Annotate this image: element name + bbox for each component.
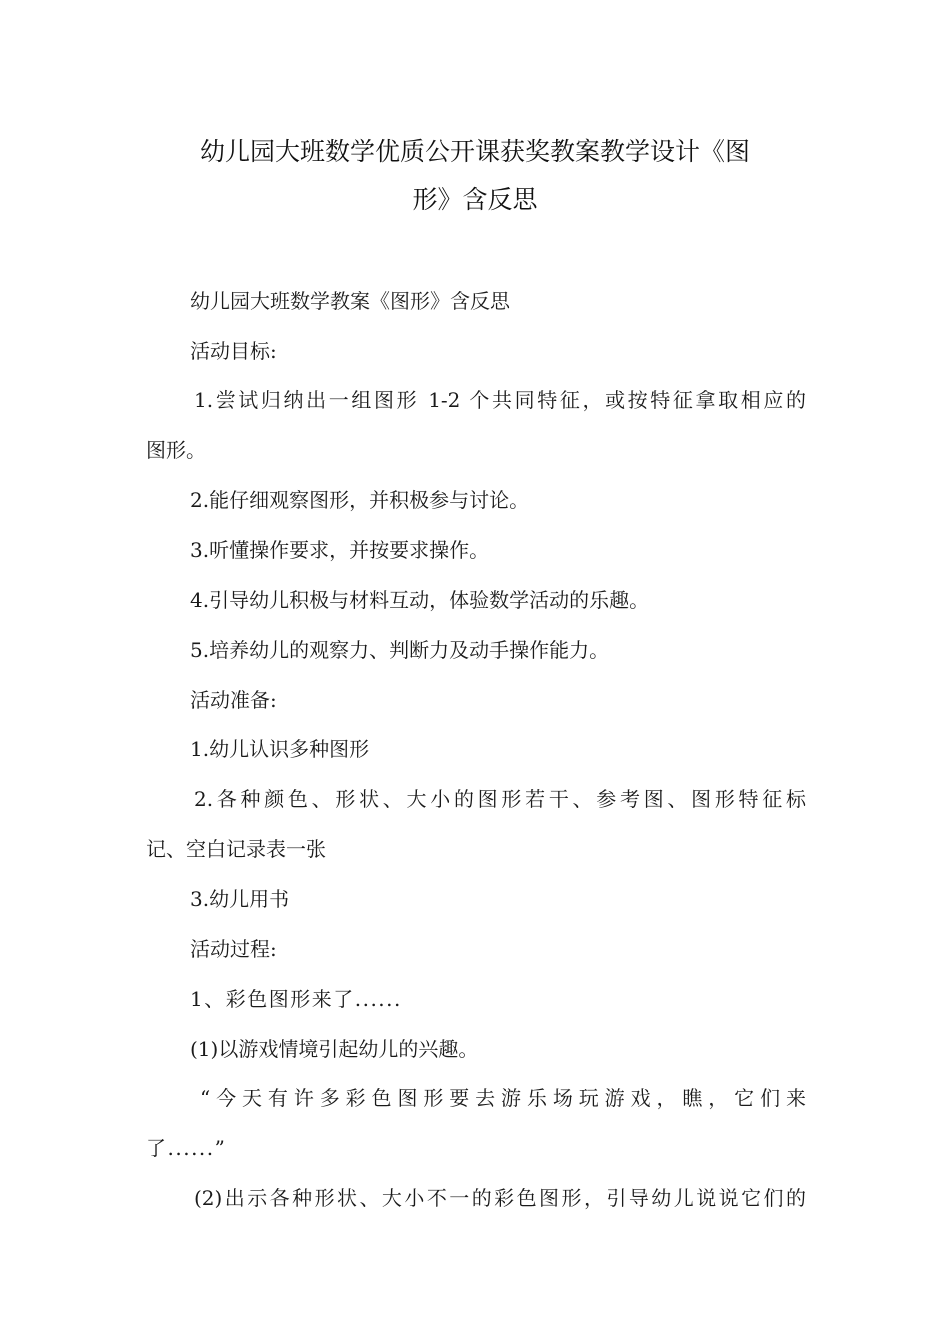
prep-2-line-2: 记、空白记录表一张 [146,837,326,861]
quote-line-2: 了......” [146,1136,227,1160]
prep-3: 3.幼儿用书 [190,887,290,911]
lesson-subtitle: 幼儿园大班数学教案《图形》含反思 [190,289,510,313]
document-title-line-1: 幼儿园大班数学优质公开课获奖教案教学设计《图 [199,137,750,166]
goal-4: 4.引导幼儿积极与材料互动，体验数学活动的乐趣。 [190,588,650,612]
goal-2: 2.能仔细观察图形，并积极参与讨论。 [190,488,530,512]
quote-line-1: “今天有许多彩色图形要去游乐场玩游戏，瞧，它们来 [200,1086,806,1110]
step-1-2: (2)出示各种形状、大小不一的彩色图形，引导幼儿说说它们的 [194,1186,806,1210]
goal-1-line-2: 图形。 [146,438,206,462]
prep-heading: 活动准备: [190,688,277,712]
prep-1: 1.幼儿认识多种图形 [190,737,370,761]
process-heading: 活动过程: [190,937,277,961]
prep-2-line-1: 2.各种颜色、形状、大小的图形若干、参考图、图形特征标 [194,787,806,811]
goals-heading: 活动目标: [190,339,277,363]
goal-3: 3.听懂操作要求，并按要求操作。 [190,538,490,562]
document-title-line-2: 形》含反思 [412,185,538,214]
step-1: 1、彩色图形来了...... [190,987,402,1011]
goal-1-line-1: 1.尝试归纳出一组图形 1-2 个共同特征，或按特征拿取相应的 [194,388,806,412]
step-1-1: (1)以游戏情境引起幼儿的兴趣。 [190,1037,479,1061]
goal-5: 5.培养幼儿的观察力、判断力及动手操作能力。 [190,638,610,662]
